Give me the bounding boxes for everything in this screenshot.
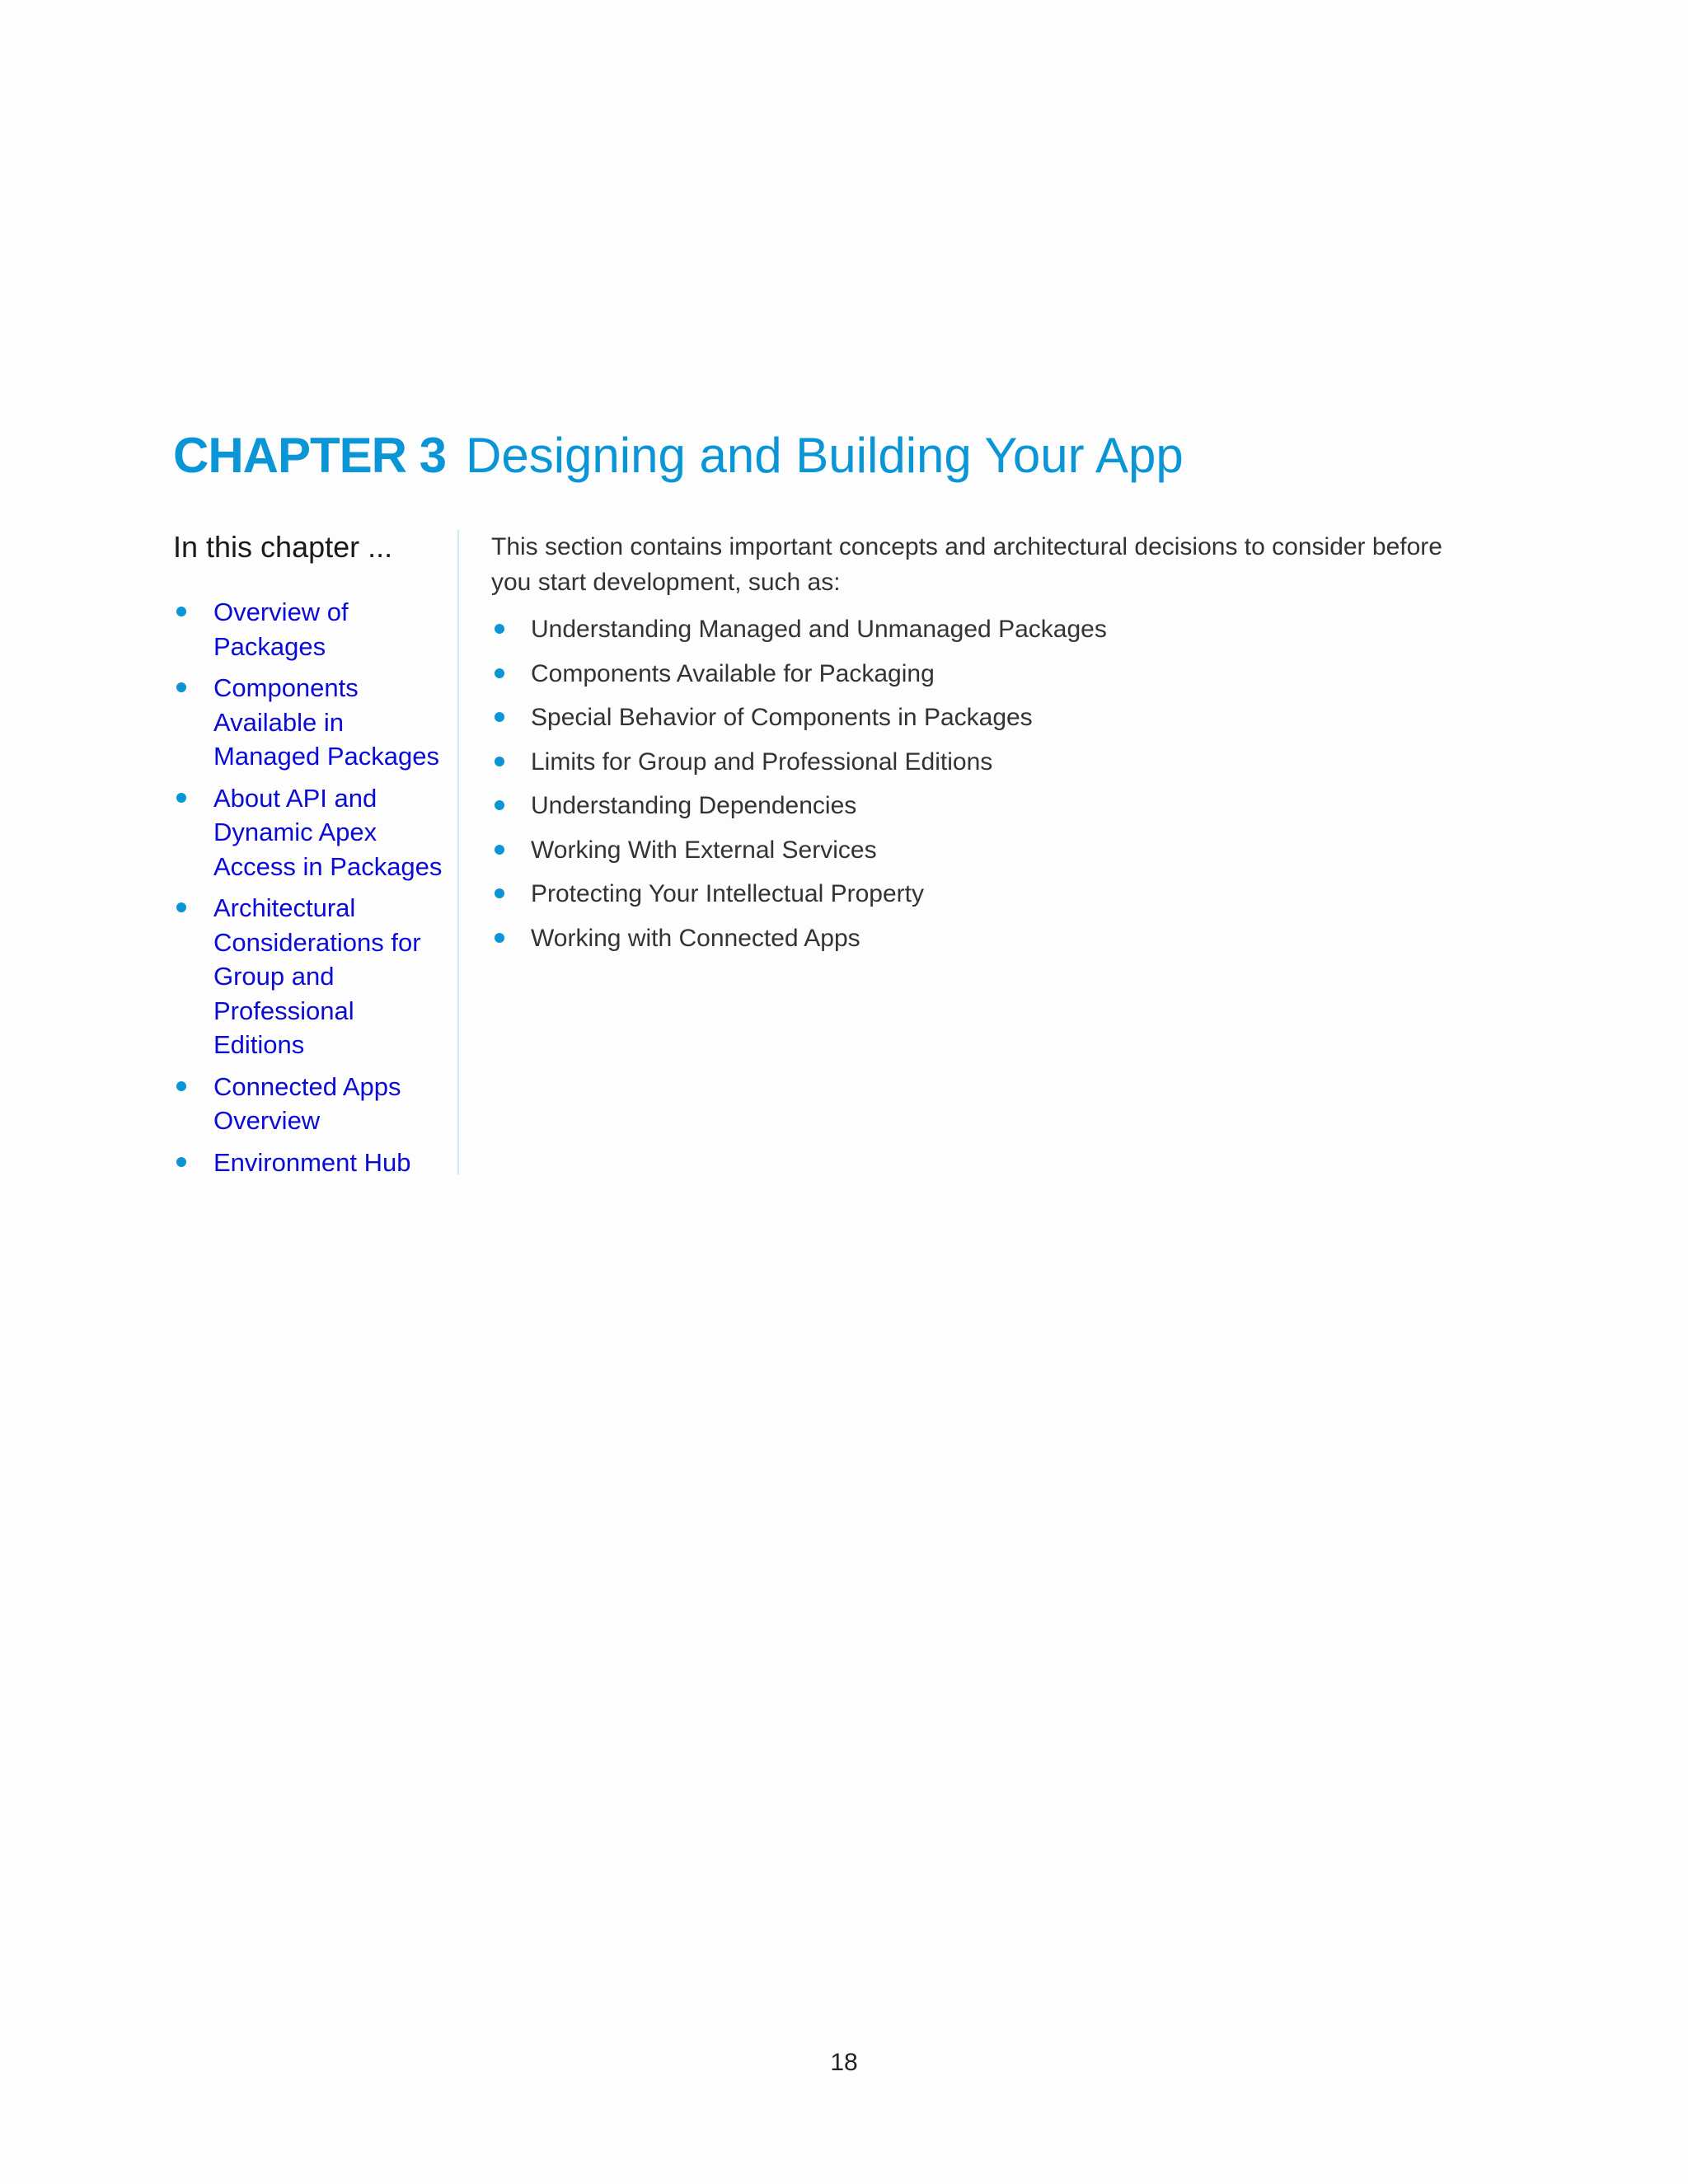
bullet-icon — [176, 793, 186, 803]
sidebar-link-label[interactable]: Architectural Considerations for Group and Professional Editions — [213, 893, 421, 1059]
sidebar-link-connected-apps-overview[interactable] — [173, 1070, 445, 1138]
topic-item — [491, 745, 1480, 780]
bullet-icon — [176, 607, 186, 616]
sidebar-link-architectural-considerations[interactable] — [173, 891, 445, 1062]
sidebar-link-label[interactable]: About API and Dynamic Apex Access in Packages — [213, 783, 443, 881]
topic-label: Working With External Services — [531, 836, 877, 864]
topic-item — [491, 921, 1480, 956]
topic-label: Understanding Dependencies — [531, 792, 857, 819]
chapter-sidebar — [173, 527, 445, 1187]
bullet-icon — [495, 845, 504, 855]
topic-item — [491, 833, 1480, 868]
topic-label: Special Behavior of Components in Packages — [531, 704, 1033, 731]
sidebar-link-api-dynamic-apex[interactable] — [173, 781, 445, 884]
topic-item — [491, 612, 1480, 647]
page-number: 18 — [830, 2049, 858, 2076]
topic-item — [491, 789, 1480, 823]
bullet-icon — [495, 757, 504, 766]
sidebar-link-label[interactable]: Environment Hub — [213, 1147, 411, 1177]
topic-item — [491, 657, 1480, 691]
topic-label: Understanding Managed and Unmanaged Packages — [531, 616, 1107, 643]
sidebar-link-overview-of-packages[interactable] — [173, 595, 445, 663]
sidebar-link-components-available[interactable] — [173, 671, 445, 774]
sidebar-link-label[interactable]: Components Available in Managed Packages — [213, 673, 440, 771]
bullet-icon — [495, 624, 504, 634]
sidebar-link-label[interactable]: Overview of Packages — [213, 598, 349, 661]
sidebar-divider — [457, 530, 459, 1174]
intro-paragraph: This section contains important concepts and architectural decisions to consider before you start development, such as: — [491, 533, 1442, 596]
topic-item — [491, 701, 1480, 735]
bullet-icon — [176, 1157, 186, 1167]
bullet-icon — [495, 712, 504, 722]
chapter-label: CHAPTER 3 — [173, 428, 447, 483]
chapter-body — [491, 529, 1480, 965]
topic-list — [491, 612, 1480, 956]
topic-label: Limits for Group and Professional Editions — [531, 748, 993, 776]
topic-item — [491, 877, 1480, 912]
bullet-icon — [176, 682, 186, 692]
bullet-icon — [495, 888, 504, 898]
topic-label: Protecting Your Intellectual Property — [531, 880, 924, 907]
sidebar-heading: In this chapter ... — [173, 530, 393, 564]
bullet-icon — [176, 902, 186, 912]
chapter-header — [173, 427, 1184, 484]
bullet-icon — [495, 668, 504, 678]
bullet-icon — [495, 933, 504, 943]
sidebar-link-label[interactable]: Connected Apps Overview — [213, 1071, 401, 1135]
sidebar-link-list — [173, 595, 445, 1179]
sidebar-link-environment-hub[interactable] — [173, 1146, 445, 1180]
topic-label: Components Available for Packaging — [531, 659, 935, 687]
bullet-icon — [176, 1081, 186, 1091]
chapter-title: Designing and Building Your App — [466, 428, 1184, 483]
bullet-icon — [495, 800, 504, 810]
topic-label: Working with Connected Apps — [531, 924, 860, 952]
